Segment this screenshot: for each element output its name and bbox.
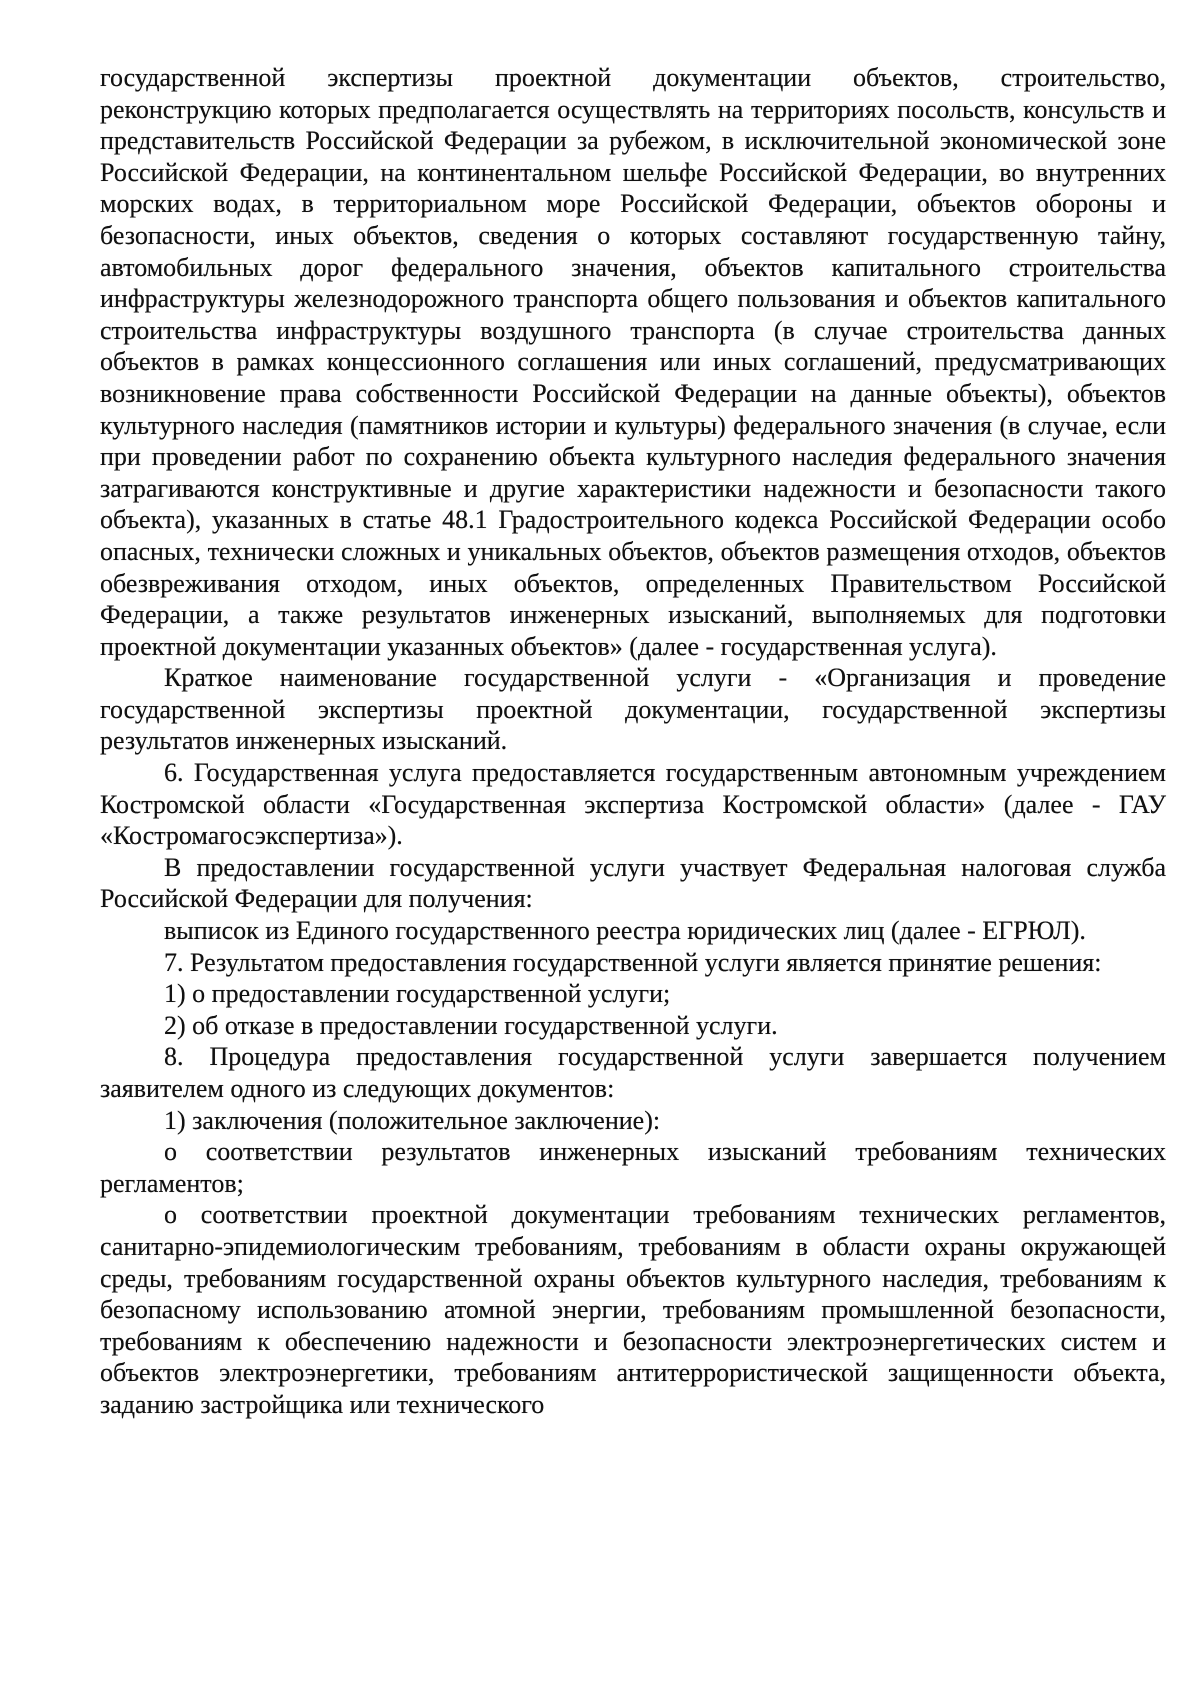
paragraph-short-name: Краткое наименование государственной услуги - «Организация и проведение государственной экспертизы проектной документации, государственной экспертизы результатов инженерных изысканий. [100, 663, 1166, 756]
paragraph-egrul: выписок из Единого государственного реестра юридических лиц (далее - ЕГРЮЛ). [164, 916, 1086, 946]
paragraph-item-8-1: 1) заключения (положительное заключение): [164, 1105, 661, 1135]
paragraph-continuation: государственной экспертизы проектной документации объектов, строительство, реконструкцию которых предполагается осуществлять на территориях посольств, консульств и представительств Российской Федерации за рубежом, в исключительной экономической зоне Российской Федерации, на континентальном шельфе Российской Федерации, во внутренних морских водах, в территориальном море Российской Федерации, объектов обороны и безопасности, иных объектов, сведения о которых составляют государственную тайну, автомобильных дорог федерального значения, объектов капитального строительства инфраструктуры железнодорожного транспорта общего пользования и объектов капитального строительства инфраструктуры воздушного транспорта (в случае строительства данных объектов в рамках концессионного соглашения или иных соглашений, предусматривающих возникновение права собственности Российской Федерации на данные объекты), объектов культурного наследия (памятников истории и культуры) федерального значения (в случае, если при проведении работ по сохранению объекта культурного наследия федерального значения затрагиваются конструктивные и другие характеристики надежности и безопасности такого объекта), указанных в статье 48.1 Градостроительного кодекса Российской Федерации особо опасных, технически сложных и уникальных объектов, объектов размещения отходов, объектов обезвреживания отходом, иных объектов, определенных Правительством Российской Федерации, а также результатов инженерных изысканий, выполняемых для подготовки проектной документации указанных объектов» (далее - государственная услуга). [100, 63, 1166, 661]
paragraph-item-7-2: 2) об отказе в предоставлении государственной услуги. [164, 1010, 778, 1040]
paragraph-project-documentation: о соответствии проектной документации требованиям технических регламентов, санитарно-эпидемиологическим требованиям, требованиям в области охраны окружающей среды, требованиям государственной охраны объектов культурного наследия, требованиям к безопасному использованию атомной энергии, требованиям промышленной безопасности, требованиям к обеспечению надежности и безопасности электроэнергетических систем и объектов электроэнергетики, требованиям антитеррористической защищенности объекта, заданию застройщика или технического [100, 1200, 1166, 1419]
paragraph-participation: В предоставлении государственной услуги участвует Федеральная налоговая служба Российской Федерации для получения: [100, 852, 1166, 914]
document-body [100, 62, 1166, 1421]
paragraph-item-8: 8. Процедура предоставления государственной услуги завершается получением заявителем одного из следующих документов: [100, 1042, 1166, 1103]
paragraph-item-7: 7. Результатом предоставления государственной услуги является принятие решения: [164, 947, 1102, 977]
paragraph-item-6: 6. Государственная услуга предоставляется государственным автономным учреждением Костромской области «Государственная экспертиза Костромской области» (далее - ГАУ «Костромагосэкспертиза»). [100, 758, 1166, 851]
paragraph-item-7-1: 1) о предоставлении государственной услуги; [164, 979, 671, 1009]
paragraph-engineering-surveys: о соответствии результатов инженерных изысканий требованиям технических регламентов; [100, 1137, 1166, 1198]
